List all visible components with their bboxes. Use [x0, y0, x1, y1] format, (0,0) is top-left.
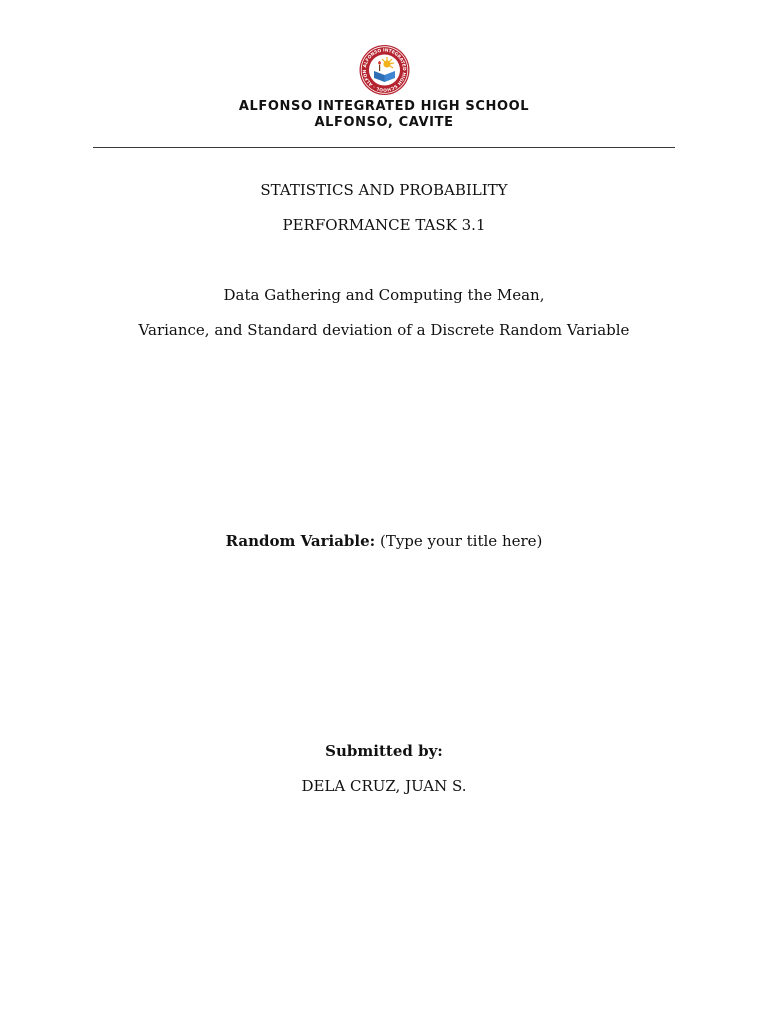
random-variable-value: (Type your title here) [379, 532, 543, 550]
school-seal-icon [357, 44, 412, 96]
description-line-2: Variance, and Standard deviation of a Discrete Random Variable [138, 321, 630, 339]
header-divider [93, 147, 675, 148]
course-title: STATISTICS AND PROBABILITY [260, 181, 508, 199]
description-line-1: Data Gathering and Computing the Mean, [223, 286, 545, 304]
school-name: ALFONSO INTEGRATED HIGH SCHOOL [238, 99, 530, 114]
school-address: ALFONSO, CAVITE [314, 115, 454, 130]
student-name: DELA CRUZ, JUAN S. [301, 777, 467, 795]
random-variable-label: Random Variable: [225, 532, 376, 550]
logo-ring-text: ALFONSO INTEGRATED HIGH SCHOOL · ALFON [362, 48, 407, 92]
task-title: PERFORMANCE TASK 3.1 [282, 216, 486, 234]
random-variable-line [0, 531, 768, 551]
submitted-by-label: Submitted by: [325, 742, 443, 760]
